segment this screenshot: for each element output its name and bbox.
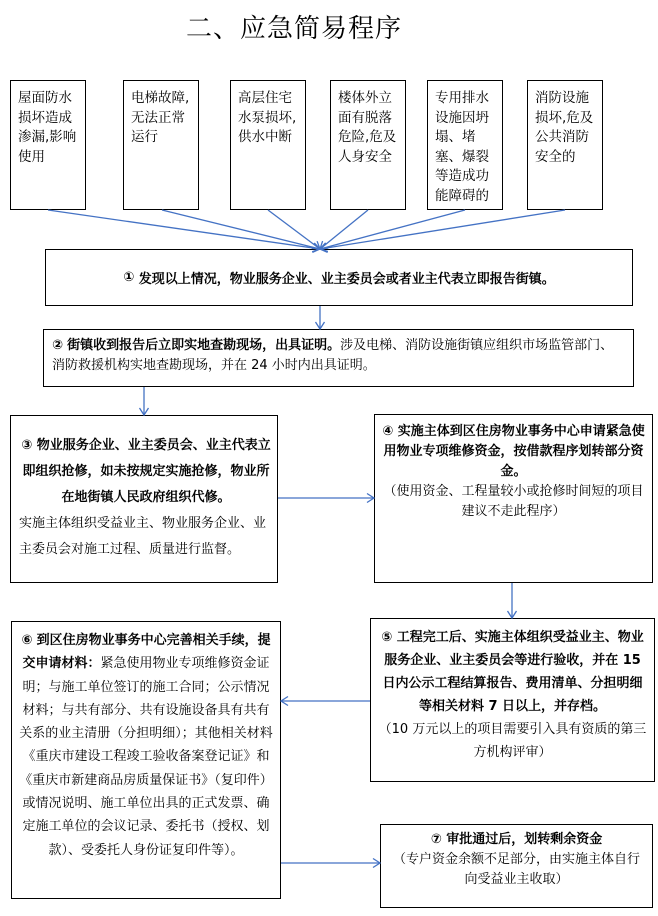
step-7-text: （专户资金余额不足部分，由实施主体自行向受益业主收取） (392, 852, 640, 887)
step-2-box (43, 329, 634, 387)
situation-box-water-pump: 高层住宅水泵损坏,供水中断 (230, 80, 306, 210)
step-6-box (11, 621, 281, 899)
arrowhead-step1-to-step2 (316, 322, 325, 329)
arrowhead-situation-4 (320, 241, 328, 249)
step-5-number: ⑤ (381, 630, 393, 645)
step-4-bold-text: 实施主体到区住房物业事务中心申请紧急使用物业专项维修资金，按借款程序划转部分资金。 (383, 424, 645, 479)
arrow-situation-1 (48, 210, 320, 249)
step-1-text: 发现以上情况，物业服务企业、业主委员会或者业主代表立即报告街镇。 (138, 272, 555, 287)
step-2-number: ② (52, 338, 64, 353)
step-1-number: ① (123, 270, 135, 285)
arrow-situation-3 (268, 210, 320, 249)
step-2-bold-text: 街镇收到报告后立即实地查勘现场，出具证明。 (67, 338, 341, 353)
step-3-text: 实施主体组织受益业主、物业服务企业、业主委员会对施工过程、质量进行监督。 (19, 516, 267, 557)
situation-box-facade: 楼体外立面有脱落危险,危及人身安全 (330, 80, 406, 210)
arrowhead-step2-to-step3 (140, 408, 149, 415)
step-3-bold-text: 物业服务企业、业主委员会、业主代表立即组织抢修，如未按规定实施抢修，物业所在地街镇人民政府组织代修。 (22, 438, 271, 505)
step-3-number: ③ (21, 438, 33, 453)
step-4-box (374, 414, 653, 583)
step-4-number: ④ (382, 424, 394, 439)
step-5-box (370, 618, 655, 782)
arrow-situation-4 (320, 210, 368, 249)
arrowhead-step5-to-step6 (281, 697, 288, 706)
situation-box-fire-facility: 消防设施损坏,危及公共消防安全的 (527, 80, 603, 210)
step-5-bold-text: 工程完工后、实施主体组织受益业主、物业服务企业、业主委员会等进行验收，并在 15 日内公示工程结算报告、费用清单、分担明细等相关材料 7 日以上，并存档。 (382, 630, 644, 714)
step-6-text: 紧急使用物业专项维修资金证明；与施工单位签订的施工合同；公示情况材料；与共有部分、共有设施设备具有共有关系的业主清册（分担明细）；其他相关材料《重庆市建设工程竣工验收备案登记证》和《重庆市新建商品房质量保证书》（复印件）或情况说明、施工单位出具的正式发票、确定施工单位的会议记录、委托书（授权、划款）、受委托人身份证复印件等）。 (19, 656, 273, 858)
page-title: 二、应急简易程序 (185, 14, 402, 44)
arrow-situation-6 (320, 210, 565, 249)
arrowhead-step3-to-step4 (367, 494, 374, 503)
arrow-situation-2 (162, 210, 320, 249)
arrowhead-situation-3 (312, 241, 320, 249)
step-6-number: ⑥ (21, 633, 33, 648)
step-1-box (45, 249, 633, 306)
step-4-text: （使用资金、工程量较小或抢修时间短的项目建议不走此程序） (383, 484, 644, 519)
step-6-bold-text: 到区住房物业事务中心完善相关手续，提交申请材料： (22, 633, 271, 672)
step-5-text: （10 万元以上的项目需要引入具有资质的第三方机构评审） (378, 722, 647, 760)
step-7-box (380, 824, 653, 908)
situation-box-drainage: 专用排水设施因坍塌、堵塞、爆裂等造成功能障碍的 (427, 80, 503, 210)
arrowhead-step6-to-step7 (373, 859, 380, 868)
arrowhead-step4-to-step5 (508, 611, 517, 618)
step-3-box (10, 415, 278, 583)
step-7-bold-text: 审批通过后，划转剩余资金 (446, 832, 603, 847)
step-7-number: ⑦ (430, 832, 442, 847)
arrow-situation-5 (320, 210, 465, 249)
step-2-text: 涉及电梯、消防设施街镇应组织市场监管部门、消防救援机构实地查勘现场，并在 24 小时内出具证明。 (52, 338, 614, 373)
situation-box-roof-leak: 屋面防水损坏造成渗漏,影响使用 (10, 80, 86, 210)
situation-box-elevator: 电梯故障,无法正常运行 (123, 80, 199, 210)
